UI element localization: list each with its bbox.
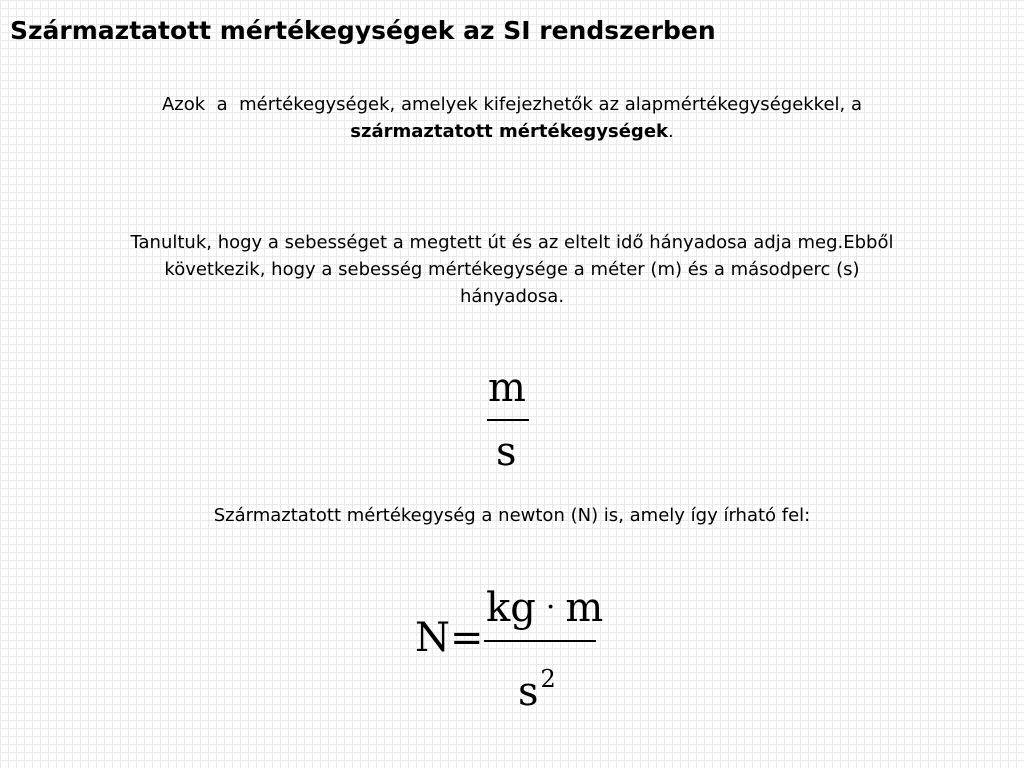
slide-title: Származtatott mértékegységek az SI rendszerben [10, 16, 716, 45]
paragraph-line: hányadosa. [459, 286, 565, 307]
paragraph-speed-unit [0, 229, 1024, 310]
paragraph-derived-units-definition [0, 91, 1024, 145]
paragraph-line: Tanultuk, hogy a sebességet a megtett út és az eltelt idő hányadosa adja meg.Ebből [130, 232, 894, 253]
paragraph-line: következik, hogy a sebesség mértékegysége a méter (m) és a másodperc (s) [164, 259, 860, 280]
exponent: 2 [540, 665, 556, 693]
period: . [668, 121, 674, 142]
paragraph-line [0, 118, 1024, 145]
paragraph-newton-intro: Származtatott mértékegység a newton (N) is, amely így írható fel: [213, 505, 811, 526]
unit-s: s [518, 669, 539, 715]
fraction-denominator: s [496, 429, 517, 475]
fraction-numerator [486, 584, 603, 632]
multiplication-dot: · [545, 590, 556, 625]
fraction-denominator [518, 655, 556, 716]
fraction-bar [487, 419, 529, 421]
unit-kg: kg [486, 585, 536, 631]
formula-lhs: N= [415, 615, 484, 661]
fraction-bar [484, 640, 596, 642]
paragraph-line: Azok a mértékegységek, amelyek kifejezhetők az alapmértékegységekkel, a [161, 94, 863, 115]
fraction-numerator: m [488, 365, 526, 411]
unit-m: m [565, 585, 604, 631]
bold-term: származtatott mértékegységek [350, 121, 668, 142]
